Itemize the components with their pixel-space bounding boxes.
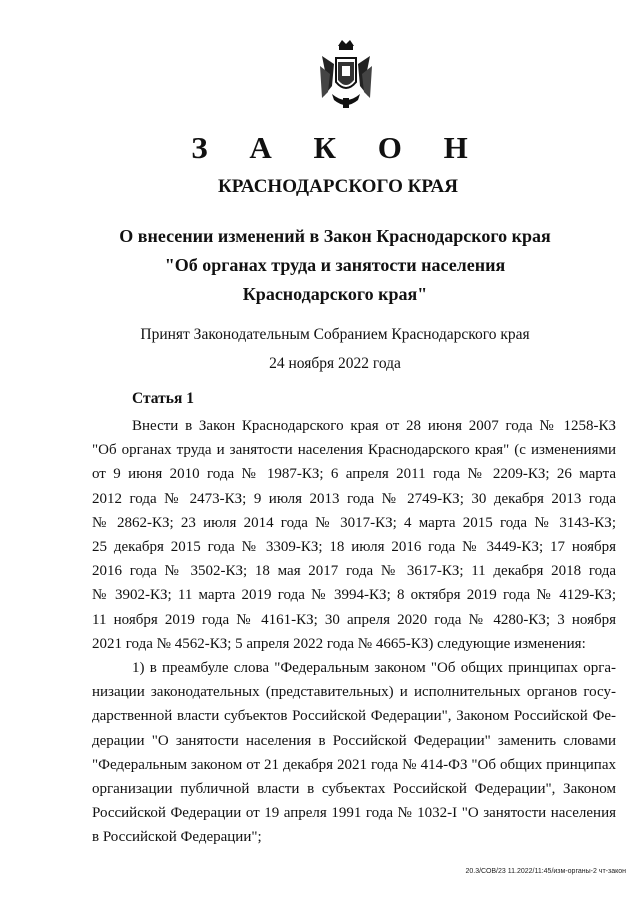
body-line: "Об органах труда и занятости населения Краснодарского края" (с изменениями: [92, 442, 616, 459]
body-line: низации законодательных (представительных) и исполнительных органов госу-: [92, 684, 616, 701]
body-line: 2021 года № 4562-КЗ; 5 апреля 2022 года № 4665-КЗ) следующие изменения:: [92, 635, 586, 652]
body-line: 25 декабря 2015 года № 3309-КЗ; 18 июля 2016 года № 3449-КЗ; 17 ноября: [92, 539, 616, 556]
law-subject-line: "Об органах труда и занятости населения: [164, 255, 506, 275]
adoption-date: 24 ноября 2022 года: [269, 355, 401, 372]
law-subject: [0, 222, 640, 309]
body-line: Российской Федерации от 19 апреля 1991 года № 1032-I "О занятости населения: [92, 805, 616, 822]
body-line: 1) в преамбуле слова "Федеральным законом "Об общих принципах орга-: [132, 660, 616, 677]
law-region: КРАСНОДАРСКОГО КРАЯ: [217, 176, 459, 197]
body-line: 2012 года № 2473-КЗ; 9 июля 2013 года № 2749-КЗ; 30 декабря 2013 года: [92, 490, 616, 507]
body-line: от 9 июня 2010 года № 1987-КЗ; 6 апреля 2011 года № 2209-КЗ; 26 марта: [92, 466, 616, 483]
body-line: организации публичной власти в субъектах Российской Федерации", Законом: [92, 781, 616, 798]
adoption-info: [0, 320, 640, 378]
article-body: [92, 414, 616, 850]
body-line: 2016 года № 3502-КЗ; 18 мая 2017 года № 3617-КЗ; 11 декабря 2018 года: [92, 563, 616, 580]
law-subject-line: О внесении изменений в Закон Краснодарского края: [119, 226, 551, 246]
article-heading: Статья 1: [132, 390, 194, 407]
body-line: 11 ноября 2019 года № 4161-КЗ; 30 апреля 2020 года № 4280-КЗ; 3 ноября: [92, 611, 616, 628]
adoption-body: Принят Законодательным Собранием Краснодарского края: [140, 326, 530, 343]
body-line: дерации "О занятости населения в Российской Федерации" заменить словами: [92, 732, 616, 749]
body-line: дарственной власти субъектов Российской Федерации", Законом Российской Фе-: [92, 708, 616, 725]
body-line: № 2862-КЗ; 23 июля 2014 года № 3017-КЗ; 4 марта 2015 года № 3143-КЗ;: [92, 514, 616, 531]
document-code: 20.3/СОВ/23 11.2022/11:45/изм-органы-2 чт-закон: [465, 868, 626, 875]
body-line: в Российской Федерации";: [92, 829, 262, 846]
coat-of-arms-icon: [318, 36, 374, 112]
body-line: "Федеральным законом от 21 декабря 2021 года № 414-ФЗ "Об общих принципах: [92, 756, 616, 773]
law-subject-line: Краснодарского края": [242, 284, 428, 304]
body-line: № 3902-КЗ; 11 марта 2019 года № 3994-КЗ; 8 октября 2019 года № 4129-КЗ;: [92, 587, 616, 604]
body-line: Внести в Закон Краснодарского края от 28 июня 2007 года № 1258-КЗ: [132, 418, 616, 434]
law-title: З А К О Н: [191, 130, 485, 165]
